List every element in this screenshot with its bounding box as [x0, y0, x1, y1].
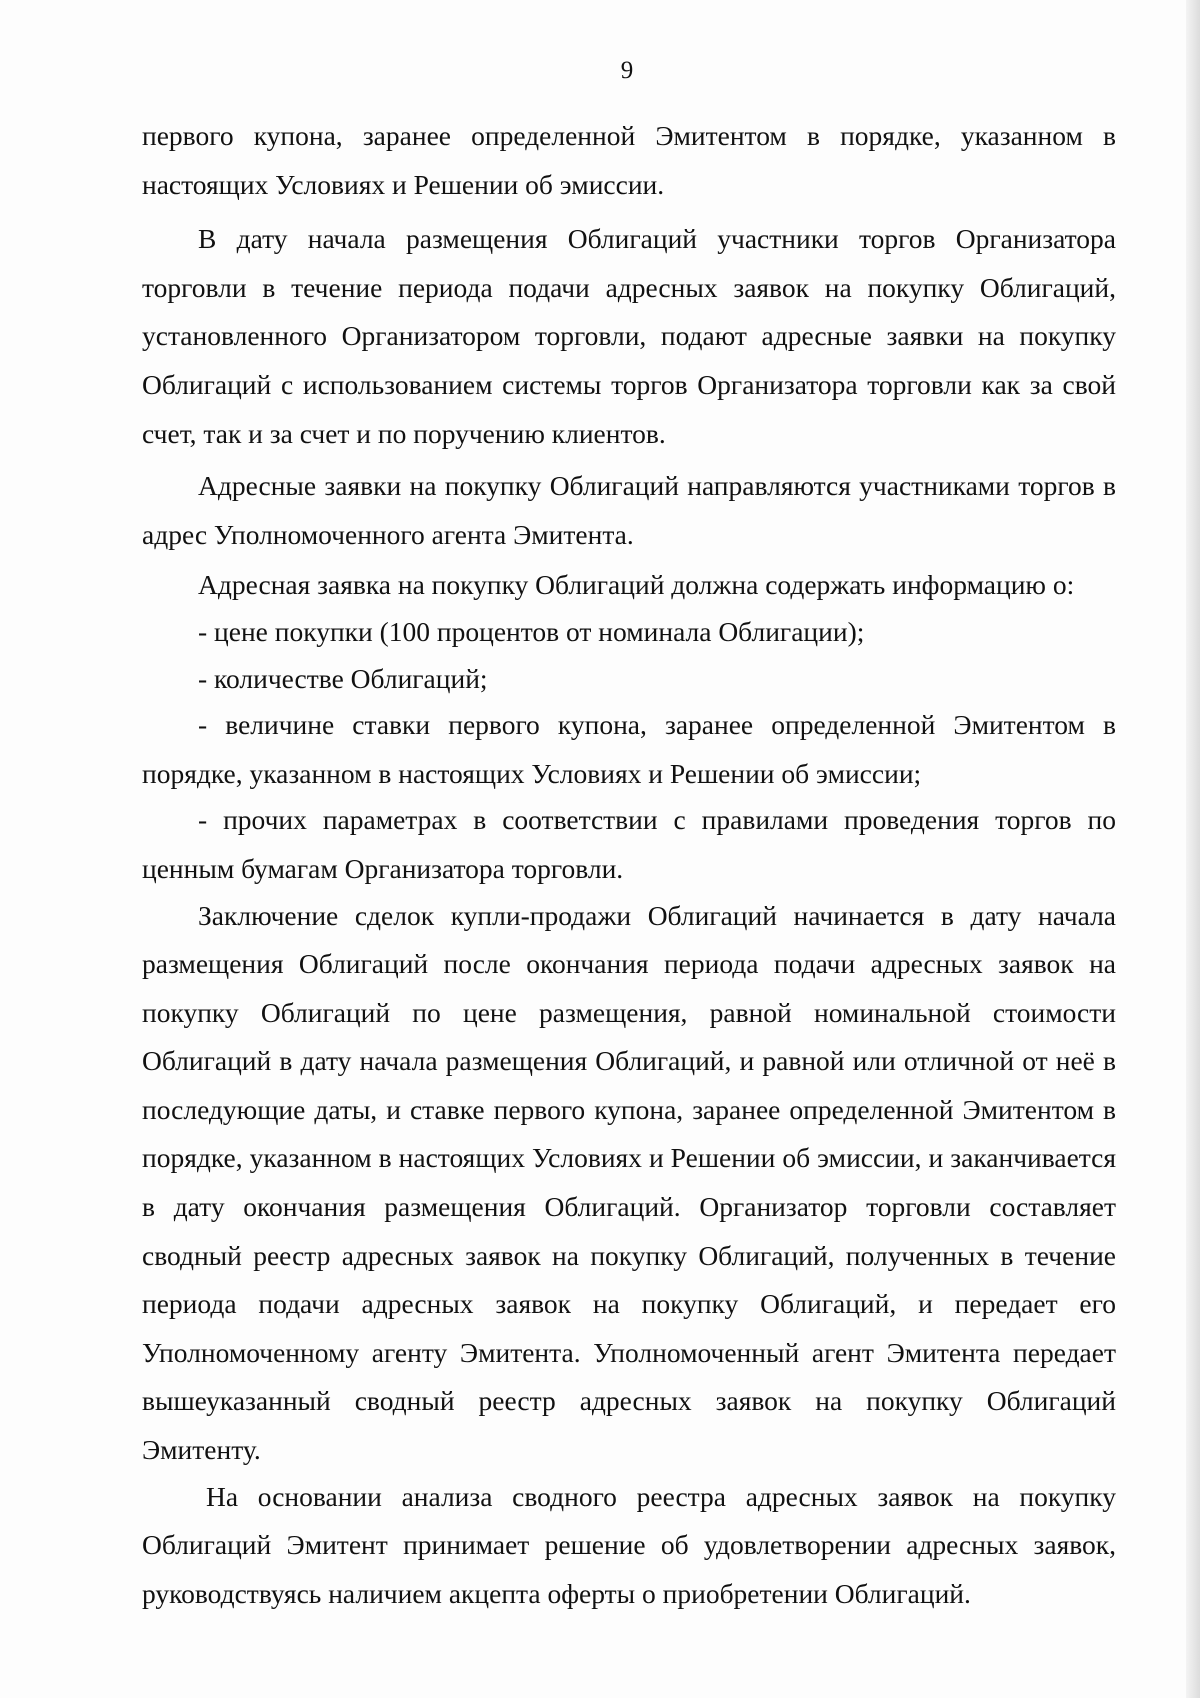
paragraph: первого купона, заранее определенной Эмитентом в порядке, указанном в настоящих Условиях и Решении об эмиссии. [142, 120, 1116, 200]
list-item: - прочих параметрах в соответствии с правилами проведения торгов по ценным бумагам Организатора торговли. [142, 804, 1116, 884]
scan-edge [1186, 0, 1200, 1698]
paragraph: Адресные заявки на покупку Облигаций направляются участниками торгов в адрес Уполномоченного агента Эмитента. [142, 470, 1116, 550]
paragraph: Адресная заявка на покупку Облигаций должна содержать информацию о: [198, 569, 1075, 601]
page-number: 9 [620, 57, 634, 84]
list-item: - цене покупки (100 процентов от номинала Облигации); [198, 615, 865, 647]
paragraph: Заключение сделок купли-продажи Облигаций начинается в дату начала размещения Облигаций после окончания периода подачи адресных заявок на покупку Облигаций по цене размещения, равной номинальной стоимости Облигаций в дату начала размещения Облигаций, и равной или отличной от неё в последующие даты, и ставке первого купона, заранее определенной Эмитентом в порядке, указанном в настоящих Условиях и Решении об эмиссии, и заканчивается в дату окончания размещения Облигаций. Организатор торговли составляет сводный реестр адресных заявок на покупку Облигаций, полученных в течение периода подачи адресных заявок на покупку Облигаций, и передает его Уполномоченному агенту Эмитента. Уполномоченный агент Эмитента передает вышеуказанный сводный реестр адресных заявок на покупку Облигаций Эмитенту. [142, 899, 1116, 1466]
list-item: - количестве Облигаций; [198, 662, 488, 694]
list-item: - величине ставки первого купона, заранее определенной Эмитентом в порядке, указанном в настоящих Условиях и Решении об эмиссии; [142, 709, 1116, 789]
document-body [142, 112, 1116, 1618]
paragraph: На основании анализа сводного реестра адресных заявок на покупку Облигаций Эмитент принимает решение об удовлетворении адресных заявок, руководствуясь наличием акцепта оферты о приобретении Облигаций. [142, 1480, 1116, 1609]
paragraph: В дату начала размещения Облигаций участники торгов Организатора торговли в течение периода подачи адресных заявок на покупку Облигаций, установленного Организатором торговли, подают адресные заявки на покупку Облигаций с использованием системы торгов Организатора торговли как за свой счет, так и за счет и по поручению клиентов. [142, 223, 1116, 449]
